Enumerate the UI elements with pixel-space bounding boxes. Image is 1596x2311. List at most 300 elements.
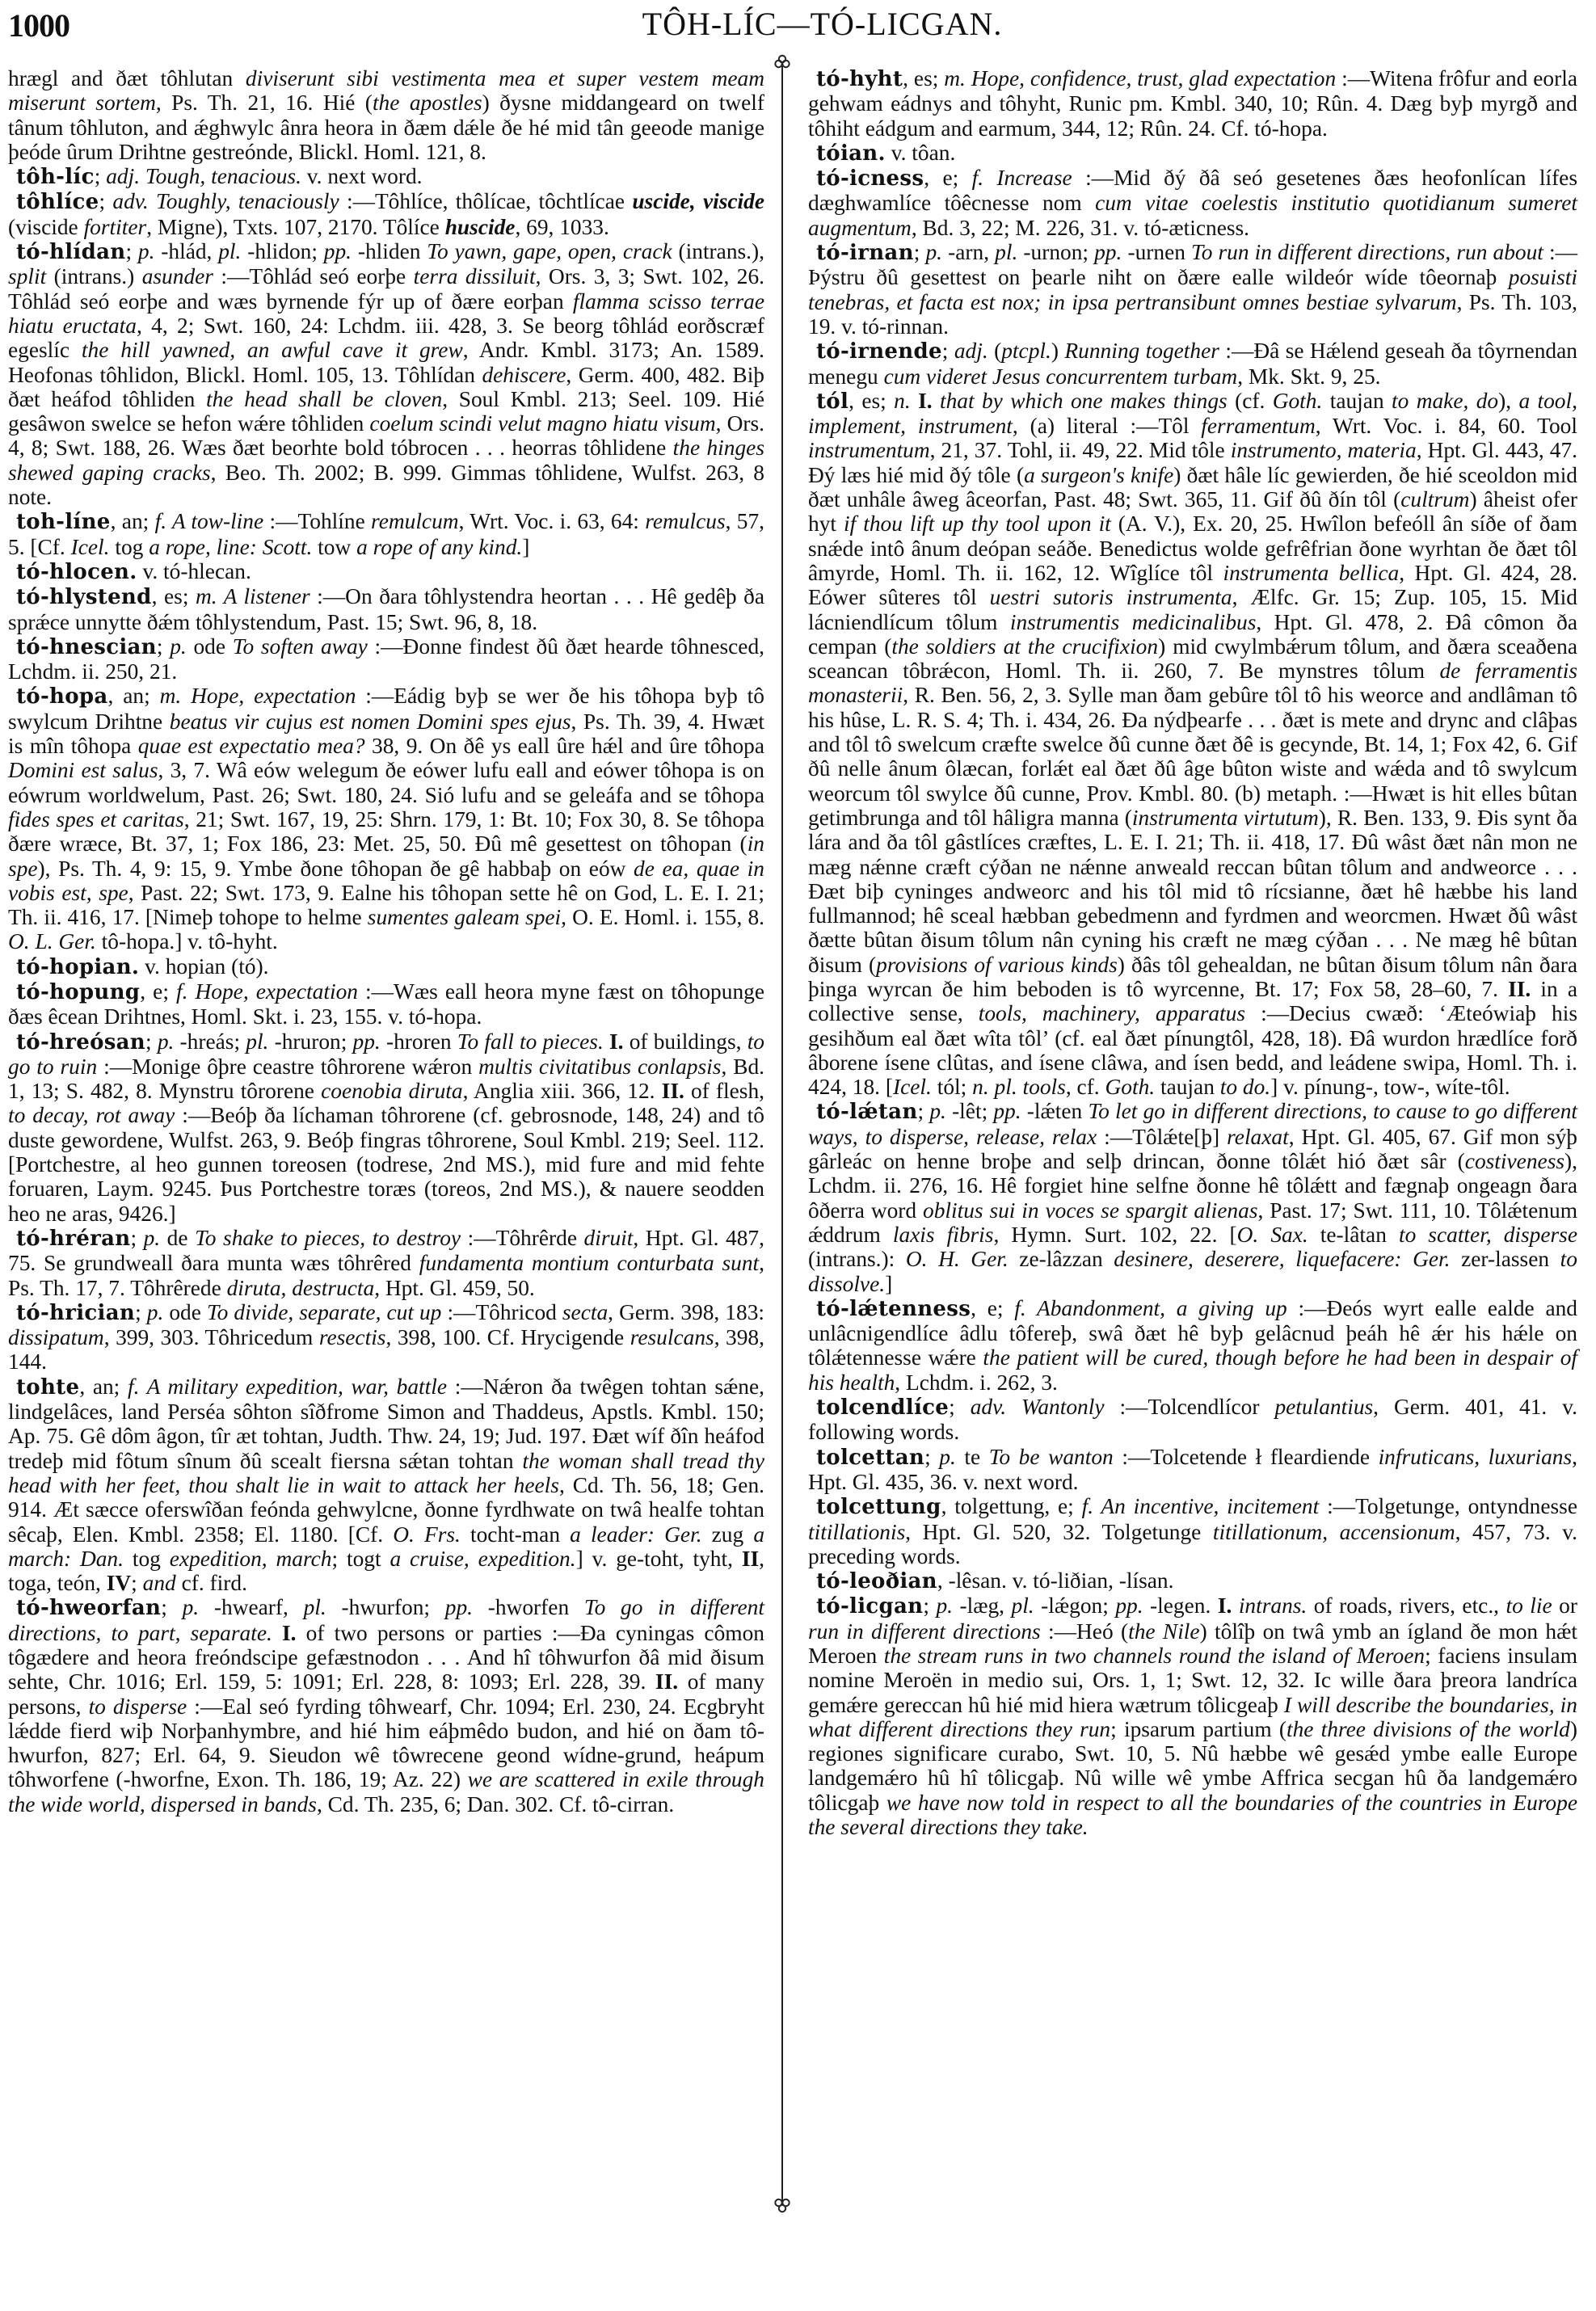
entry-text: -legen. [1143, 1593, 1218, 1619]
dictionary-entry [8, 684, 764, 953]
dictionary-entry [8, 239, 764, 509]
italic-gloss: f. An incentive, incitement [1081, 1494, 1320, 1519]
entry-text: :—Ðonne findest ðû ðæt hearde tôhnesced, Lchdm. ii. 250, 21. [8, 634, 765, 684]
italic-gloss: infruticans, luxurians [1378, 1444, 1573, 1469]
italic-gloss: instrumento, materia [1230, 438, 1417, 463]
entry-text: ), Ps. Th. 4, 9: 15, 9. Ymbe ðone tôhopan ðe gê habbaþ on eów [37, 856, 634, 881]
entry-text: , Ps. Th. 39, 4. Hwæt is mîn tôhopa [8, 709, 764, 759]
entry-text: , Andr. Kmbl. 3173; An. 1589. Heofonas tôhlidon, Blickl. Homl. 105, 13. Tôhlídan [8, 338, 764, 387]
italic-gloss: we are scattered in exile through the wide world, dispersed in bands [8, 1767, 764, 1816]
entry-text: , Germ. 401, 41. v. following words. [808, 1395, 1578, 1445]
italic-gloss: sumentes galeam spei [367, 905, 562, 930]
entry-text: , Ælfc. Gr. 15; Zup. 105, 15. Mid lácniendlícum tôlum [808, 585, 1577, 634]
italic-gloss: petulantius [1274, 1395, 1374, 1420]
italic-gloss: To divide, separate, cut up [206, 1299, 442, 1324]
entry-text [272, 1621, 282, 1645]
entry-text: , -lêsan. v. tó-liðian, -lísan. [937, 1568, 1174, 1593]
entry-text [1232, 1593, 1238, 1618]
entry-text: , (a) literal :—Tôl [1012, 414, 1202, 439]
entry-text: , 3, 7. Wâ eów welegum ðe eówer lufu eall and eówer tôhopa is on eówrum worldwelum, Past. 26; Swt. 180, 24. Sió lufu and se geleáfa and se tôhopa [8, 758, 764, 807]
entry-text: ] v. ge-toht, tyht, [575, 1546, 742, 1571]
italic-gloss: laxis fibris [892, 1222, 994, 1247]
italic-gloss: O. H. Ger. [905, 1247, 1009, 1272]
italic-gloss: fides spes et caritas [8, 806, 184, 831]
entry-text: taujan [1322, 388, 1392, 413]
italic-gloss: f. A tow-line [154, 509, 264, 534]
entry-text: ; [917, 1099, 930, 1124]
italic-gloss: coenobia diruta [321, 1079, 463, 1104]
entry-text: , O. E. Homl. i. 155, 8. [561, 905, 764, 930]
entry-text: of two persons or parties :—Ða cyningas cômon tôgædere and heora freóndscipe gefæstnodon . . . And hî tôhwurfon ðâ mid ðisum sehte, Chr. 1016; Erl. 159, 5: 1091; Erl. 228, 8: 1093; Erl. 228, 39. [8, 1620, 764, 1694]
entry-text: , Hpt. Gl. 424, 28. Eówer sûteres tôl [808, 560, 1577, 610]
sense-numeral: II. [661, 1079, 684, 1104]
italic-gloss: n. [894, 388, 911, 413]
italic-gloss: pp. [352, 1029, 381, 1054]
running-head: TÔH-LÍC—TÓ-LICGAN. [642, 6, 1003, 42]
italic-gloss: m. A listener [195, 584, 310, 609]
headword: tó-irnende [816, 339, 942, 364]
entry-text: ; [924, 1444, 940, 1469]
entry-text: :—Mid ðý ðâ seó gesetenes ðæs heofonlícan lífes dæghwamlíce tôêcnesse nom [808, 166, 1578, 216]
italic-gloss: pp. [1094, 240, 1122, 265]
headword: tó-hopa [16, 684, 108, 709]
entry-text: -urnen [1122, 240, 1192, 265]
italic-gloss: diviserunt sibi vestimenta mea et super vestem meam miserunt sortem [8, 66, 764, 116]
italic-gloss: posuisti tenebras, et facta est nox; in ipsa pertransibunt omnes bestiae sylvarum [808, 265, 1577, 314]
italic-gloss: the hinges shewed gaping cracks [8, 436, 764, 485]
entry-text: , 69, 1033. [515, 214, 609, 239]
italic-gloss: dissipatum [8, 1325, 104, 1350]
entry-text: ) tôlîþ on twâ ymb an ígland ðe mon hǽt Meroen [808, 1619, 1578, 1668]
italic-gloss: Icel. [70, 534, 110, 559]
entry-text: -hliden [352, 239, 427, 264]
entry-text: , Ors. 4, 8; Swt. 188, 26. Wæs ðæt beorhte bold tóbrocen . . . heorras tôhlidene [8, 411, 764, 461]
entry-text: (viscide [8, 214, 84, 239]
entry-text: , Wrt. Voc. i. 84, 60. Tool [1315, 414, 1577, 439]
entry-text: ; [131, 1571, 143, 1596]
italic-gloss: that by which one makes things [939, 388, 1228, 413]
italic-gloss: desinere, deserere, liquefacere: Ger. [1114, 1247, 1451, 1272]
italic-gloss: and [142, 1571, 176, 1596]
entry-text: -hroren [380, 1029, 457, 1054]
entry-text: , Hpt. Gl. 435, 36. v. next word. [808, 1444, 1578, 1494]
entry-text: ) regiones significare curabo, Swt. 10, 5. Nû hæbbe wê gesǽd ymbe ealle Europe landgemǽro hû hî tôlicgaþ. Nû wille wê ymbe Affrica secgan hû ða landgemǽro tôlicgaþ [808, 1716, 1577, 1815]
entry-text: 38, 9. On ðê ys eall ûre hǽl and ûre tôhopa [364, 734, 764, 759]
right-column [808, 66, 1577, 1839]
entry-text: hrægl and ðæt tôhlutan [8, 66, 246, 91]
italic-gloss: relaxat [1227, 1124, 1289, 1149]
entry-text: , 457, 73. v. preceding words. [808, 1519, 1577, 1568]
italic-gloss: p. [137, 239, 155, 264]
italic-gloss: remulcum [371, 509, 459, 534]
italic-gloss: if thou lift up thy tool upon it [844, 511, 1111, 537]
entry-text: (cf. [1227, 388, 1273, 413]
italic-gloss: O. L. Ger. [8, 929, 96, 954]
entry-text: in a collective sense, [808, 976, 1577, 1026]
italic-gloss: p. [939, 1444, 956, 1469]
headword: tó-hopian. [16, 954, 140, 979]
entry-text: of buildings, [623, 1029, 747, 1054]
italic-gloss: to decay, rot away [8, 1103, 175, 1128]
entry-text: , Hpt. Gl. 405, 67. Gif mon sýþ gârleác on henne broþe and selþ drincan, ðonne tôlǽt hió ðæt sâr ( [808, 1124, 1577, 1174]
italic-gloss: oblitus sui in voces se spargit alienas [923, 1198, 1258, 1223]
italic-gloss: m. Hope, expectation [159, 684, 356, 709]
italic-gloss: costiveness [1464, 1149, 1565, 1174]
entry-text: ; faciens insulam nomine Meroën in medio sui, Ors. 1, 1; Swt. 12, 32. Ic wille ðara þreora landríca gemǽre gereccan hû hié mid hiera wætrum tôlicgeaþ [808, 1644, 1577, 1717]
italic-gloss: Goth. [1105, 1075, 1156, 1100]
italic-gloss: the woman shall tread thy head with her feet, thou shalt lie in wait to attack her heels [8, 1448, 764, 1497]
entry-text: , Migne), Txts. 107, 2170. Tôlíce [146, 214, 445, 239]
entry-text: v. tôan. [885, 140, 956, 165]
entry-text: ), R. Ben. 133, 9. Ðis synt ða lára and ða tôl gâstlíces cræftes, L. E. I. 21; Th. ii. 418, 17. Ðû wâst ðæt nân mon ne mæg nǽnne cræft cýðan ne nǽnne anweald reccan bûtan tôlum and andweorce . . . Ðæt biþ cyninges andweorc and his tôl mid tô rícsianne, ðæt hê hæbbe his land fullmannod; hê sceal hæbban gebedmenn and fyrdmen and weorcmen. Hwæt ðû wâst ðætte bûtan ðisum tôlum nân cyning his cræft ne mæg cýðan . . . Ne mæg hê bûtan ðisum ( [808, 805, 1577, 977]
sense-numeral: II. [1508, 976, 1531, 1001]
entry-text: , 398, 144. [8, 1325, 764, 1374]
italic-gloss: remulcus [645, 509, 726, 534]
entry-text: ; [949, 1395, 971, 1420]
headword: tó-licgan [816, 1594, 924, 1619]
italic-gloss: multis civitatibus conlapsis [478, 1054, 722, 1079]
entry-text: -lǽgon; [1034, 1593, 1116, 1619]
italic-gloss: flamma scisso terrae hiatu eructata [8, 288, 765, 338]
italic-gloss: p. [182, 1595, 200, 1620]
italic-gloss: pp. [993, 1099, 1021, 1124]
italic-gloss: the three divisions of the world [1286, 1716, 1570, 1741]
entry-text: ), [1498, 388, 1519, 413]
headword: tó-leoðian [816, 1569, 937, 1594]
entry-text: tog [123, 1546, 170, 1571]
dictionary-entry [8, 164, 764, 189]
headword: tó-lǽtenness [816, 1296, 971, 1321]
dictionary-entry [8, 1595, 764, 1816]
italic-gloss: instrumenta bellica [1223, 560, 1400, 585]
italic-gloss: ptcpl. [1001, 339, 1051, 364]
italic-gloss: provisions of various kinds [876, 952, 1118, 977]
entry-text: :—Tolcendlícor [1104, 1395, 1275, 1420]
entry-text: , toga, teón, [8, 1546, 764, 1596]
entry-text: taujan [1155, 1075, 1220, 1100]
entry-text: -arn, [942, 240, 996, 265]
italic-gloss: adj. Tough, tenacious. [106, 164, 301, 189]
bold-italic-lemma: huscide [444, 214, 516, 239]
italic-gloss: the soldiers at the crucifixion [891, 634, 1159, 659]
italic-gloss: p. [146, 1299, 164, 1324]
entry-text: , 21; Swt. 167, 19, 25: Shrn. 179, 1: Bt. 10; Fox 30, 8. Se tôhopa ðære wræce, Bt. 37, 1; Fox 186, 23: Met. 25, 50. Ðû mê gesettest on tôhopan ( [8, 806, 764, 857]
entry-text: ( [987, 339, 1002, 364]
entry-text: ] v. pínung-, tow-, wíte-tôl. [1270, 1075, 1510, 1100]
entry-text: te [955, 1444, 989, 1469]
italic-gloss: the Nile [1128, 1619, 1200, 1644]
italic-gloss: the stream runs in two channels round the island of Meroen [883, 1644, 1425, 1668]
italic-gloss: the patient will be cured, though before he had been in despair of his health [808, 1345, 1578, 1395]
italic-gloss: resectis [318, 1325, 386, 1350]
entry-text: ), Lchdm. ii. 276, 16. Hê forgiet hine selfne ðonne hê tôlǽtt and fægnaþ ongeagn ðara ôðerra word [808, 1149, 1577, 1223]
entry-text: ; [923, 1593, 937, 1619]
page-number: 1000 [8, 7, 69, 44]
entry-text: tocht-man [460, 1522, 571, 1547]
italic-gloss: to scatter, disperse [1398, 1222, 1577, 1247]
italic-gloss: cum videret Jesus concurrentem turbam [883, 364, 1238, 389]
dictionary-entry [808, 339, 1577, 389]
italic-gloss: To go in different directions, to part, separate. [8, 1595, 764, 1645]
entry-text: ) [1051, 339, 1065, 364]
italic-gloss: a tool, implement, instrument [808, 388, 1577, 439]
headword: tolcendlíce [816, 1395, 950, 1421]
sense-numeral: I. [281, 1620, 297, 1645]
headword: toh-líne [16, 510, 111, 535]
entry-text: :—Nǽron ða twêgen tohtan sǽne, lindgelâces, land Perséa sôhton sîðfrome Simon and Thaddeus, Apstls. Kmbl. 150; Ap. 75. Gê dôm âgon, tîr æt tohtan, Judth. Thw. 24, 19; Jud. 197. Ðæt wíf ðîn heáfod tredeþ mid fôtum sînum ðû scealt fiersna sǽtan tohtan [8, 1374, 765, 1473]
entry-text: , Bd. 3, 22; M. 226, 31. v. tó-æticness. [911, 215, 1250, 240]
italic-gloss: cum vitae coelestis institutio quotidianum sumeret augmentum [808, 191, 1577, 240]
headword: tohte [16, 1374, 80, 1400]
entry-text: :—Þýstru ðû gesettest on þearle niht on ðære ealle wildeór wíde tôeornaþ [808, 240, 1577, 290]
entry-text: , R. Ben. 56, 2, 3. Sylle man ðam gebûre tôl tô his weorce and andlâman tô his hûse, L. R. S. 4; Th. i. 434, 26. Ða nýdþearfe . . . ðæt is mete and drync and clâþas and tôl tô swelcum cræfte swelce ðû cunne ðæt ðê is gecynde, Bt. 14, 1; Fox 42, 6. Gif ðû nelle ânum ôlæcan, forlǽt eal ðæt ðû âge bûton wiste and wǽda and tô swylcum weorcum tôl swylce ðû cunne, Prov. Kmbl. 80. (b) metaph. :—Hwæt is hit elles bûtan getimbrunga and tôl hâligra manna ( [808, 683, 1577, 830]
entry-text: -hwurfon; [326, 1595, 445, 1620]
headword: tôhlíce [16, 190, 99, 215]
italic-gloss: diruta, destructa [226, 1275, 375, 1300]
italic-gloss: cultrum [1400, 487, 1470, 512]
italic-gloss: run in different directions [808, 1619, 1041, 1644]
entry-text: , Cd. Th. 56, 18; Gen. 914. Æt sæcce oferswîðan feónda gehwylcne, ðonne fyrdhwate on twâ healfe tohtan sêcaþ, Elen. Kmbl. 2358; El. 1180. [Cf. [8, 1472, 764, 1547]
italic-gloss: To be wanton [988, 1444, 1114, 1469]
headword: tóian. [816, 141, 886, 166]
entry-text: , Lchdm. i. 262, 3. [895, 1370, 1058, 1395]
entry-text: ; [94, 164, 107, 189]
italic-gloss: pl. [995, 240, 1018, 265]
italic-gloss: instrumentis medicinalibus [1009, 609, 1257, 634]
italic-gloss: titillationis [808, 1519, 906, 1544]
italic-gloss: ferramentum [1201, 414, 1316, 439]
italic-gloss: Running together [1064, 339, 1219, 364]
italic-gloss: adv. Toughly, tenaciously [112, 189, 339, 214]
entry-text: ) ðysne middangeard on twelf tânum tôhluton, and ǽghwylc ânra heora in ðæm dǽle ðe hé mid tân geeode manige þeóde ûrum Drihtne gestreónde, Blickl. Homl. 121, 8. [8, 91, 764, 164]
italic-gloss: pp. [444, 1595, 474, 1620]
sense-numeral: II. [655, 1669, 679, 1694]
entry-text: ode [186, 634, 233, 659]
dictionary-entry [8, 1300, 764, 1374]
entry-text: ) âheist ofer hyt [808, 487, 1577, 537]
entry-text: v. tó-hlecan. [137, 558, 251, 583]
dictionary-entry [8, 979, 764, 1029]
entry-text: , 57, 5. [Cf. [8, 509, 765, 559]
entry-text: ) ðâs tôl gehealdan, ne bûtan ðisum tôlum nân ðara þinga wyrcan ðe him beboden is tô wyrcenne, Bt. 17; Fox 58, 28–60, 7. [808, 952, 1578, 1001]
entry-text: , Ps. Th. 17, 7. Tôhrêrede [8, 1251, 765, 1300]
entry-text: :—Tolcetende ł fleardiende [1113, 1444, 1379, 1469]
dictionary-entry [8, 559, 764, 584]
headword: tó-hweorfan [16, 1596, 162, 1621]
entry-text: :—Ðeós wyrt ealle ealde and unlâcnigendlíce âdlu tôfereþ, swâ ðæt hê byþ gelâcnud þeáh hê ǽr his hǽle on tôlǽtennesse wǽre [808, 1295, 1577, 1370]
entry-text: , es; [151, 584, 196, 609]
italic-gloss: pl. [246, 1029, 269, 1054]
entry-text: (intrans.), [672, 239, 765, 264]
entry-text: , e; [924, 166, 972, 191]
entry-text: , Past. 22; Swt. 173, 9. Ealne his tôhopan sette hê on God, L. E. I. 21; Th. ii. 416, 17. [Nimeþ tohope to helme [8, 880, 764, 930]
entry-text: :—Decius cwæð: ‘Æteówiaþ his gesihðum eal ðæt wîta tôl’ (cf. eal ðæt pínungtôl, 428, 18). Ðâ wurdon hrædlíce forð âborene ísene clûtas, and ísene clâwa, and ísen bedd, and leádene swipa, Homl. Th. i. 424, 18. [ [808, 1001, 1577, 1100]
dictionary-entry [8, 1226, 764, 1300]
italic-gloss: O. Sax. [1236, 1222, 1308, 1247]
entry-text: v. next word. [301, 164, 423, 189]
entry-text: , 21, 37. Tohl, ii. 49, 22. Mid tôle [929, 438, 1231, 463]
entry-text: :—Monige ôþre ceastre tôhrorene wǽron [97, 1054, 479, 1079]
entry-text: ; ipsarum partium ( [1110, 1716, 1286, 1741]
entry-text: :—Tôlǽte[þ] [1097, 1124, 1228, 1149]
entry-text: , Hpt. Gl. 443, 47. Ðý læs hié mid ðý tôle ( [808, 438, 1578, 487]
entry-text: -hworfen [473, 1595, 584, 1620]
entry-text: ] [522, 534, 530, 559]
italic-gloss: instrumentum [808, 438, 930, 463]
italic-gloss: terra dissiluit [413, 264, 536, 289]
italic-gloss: m. Hope, confidence, trust, glad expectation [944, 66, 1337, 91]
entry-text: , an; [79, 1374, 128, 1399]
entry-text: , Past. 17; Swt. 111, 10. Tôlǽtenum ǽddrum [808, 1198, 1578, 1247]
entry-text: , Ps. Th. 21, 16. Hié ( [155, 91, 373, 116]
entry-text: -hlidon; [241, 239, 324, 264]
entry-text: :—Tôhrêrde [461, 1225, 584, 1250]
italic-gloss: we have now told in respect to all the boundaries of the countries in Europe the several directions they take. [808, 1790, 1577, 1840]
dictionary-entry [808, 1395, 1577, 1445]
italic-gloss: pl. [218, 239, 242, 264]
headword: tôh-líc [16, 165, 95, 190]
italic-gloss: a rope, line: Scott. [149, 534, 313, 559]
italic-gloss: asunder [141, 264, 213, 289]
italic-gloss: Domini est salus [8, 758, 158, 783]
italic-gloss: a leader: Ger. [570, 1522, 702, 1547]
italic-gloss: To soften away [232, 634, 368, 659]
italic-gloss: n. pl. tools [972, 1075, 1066, 1100]
dictionary-entry [8, 584, 764, 634]
entry-text: , 399, 303. Tôhricedum [103, 1325, 319, 1350]
column-divider [781, 66, 783, 2199]
italic-gloss: adv. Wantonly [970, 1395, 1105, 1420]
headword: tó-hopung [16, 979, 141, 1004]
italic-gloss: f. Abandonment, a giving up [1014, 1295, 1287, 1320]
italic-gloss: p. [929, 1099, 946, 1124]
entry-text: -hreás; [174, 1029, 246, 1054]
headword: tó-lǽtan [816, 1100, 918, 1125]
italic-gloss: coelum scindi velut magno hiatu visum [369, 411, 716, 436]
entry-text: :—Eádig byþ se wer ðe his tôhopa byþ tô swylcum Drihtne [8, 684, 764, 734]
dictionary-entry [808, 1593, 1577, 1839]
headword: tó-hlystend [16, 585, 152, 610]
entry-text: , Hpt. Gl. 487, 75. Se grundweall ðara munta wæs tôhrêred [8, 1225, 764, 1276]
entry-text: , cf. [1065, 1075, 1105, 1100]
headword: tó-hlocen. [16, 559, 137, 584]
italic-gloss: p. [157, 1029, 175, 1054]
left-column [8, 66, 764, 1816]
dictionary-entry [8, 1374, 764, 1596]
dictionary-entry [808, 1494, 1577, 1568]
dictionary-entry [808, 1296, 1577, 1395]
entry-text: de [160, 1225, 196, 1250]
dictionary-entry [808, 1099, 1577, 1295]
entry-text: , tolgettung, e; [941, 1494, 1082, 1519]
entry-text: ; [156, 634, 171, 659]
italic-gloss: Goth. [1272, 388, 1323, 413]
entry-text: ; togt [331, 1546, 390, 1571]
entry-text: of many persons, [8, 1669, 764, 1719]
entry-text: (A. V.), Ex. 20, 25. Hwîlon befeóll ân síðe of ðam snǽde intô ânum deópan seáðe. Benedictus wolde gefrêfrian ðone wyrhtan ðe ðæt tôl âmyrde, Homl. Th. ii. 162, 12. Wîglíce tôl [808, 511, 1577, 585]
italic-gloss: the apostles [372, 91, 482, 116]
dictionary-entry [808, 166, 1577, 240]
entry-text: :—Tôhricod [441, 1299, 562, 1324]
italic-gloss: intrans. [1238, 1593, 1308, 1619]
entry-text: -hruron; [268, 1029, 353, 1054]
entry-text: ; [135, 1299, 147, 1324]
italic-gloss: resulcans [630, 1325, 714, 1350]
entry-text: :—Beóþ ða líchaman tôhrorene (cf. gebrosnode, 148, 24) and tô duste gewordene, Wulfst. 263, 9. Beóþ fingras tôhrorene, Soul Kmbl. 219; Seel. 112. [Portchestre, al heo gunnen toreosen (todrese, 2nd MS.), mid fure and mid fehte foruaren, Laym. 9245. Þus Portchestre toræs (toreos, 2nd MS.), & nauere seodden heo ne aras, 9426.] [8, 1103, 764, 1226]
italic-gloss: p. [936, 1593, 953, 1619]
italic-gloss: expedition, march [169, 1546, 332, 1571]
headword: tó-hréran [16, 1226, 131, 1251]
entry-text [933, 389, 940, 413]
entry-text: ode [163, 1299, 207, 1324]
italic-gloss: to make, do [1392, 388, 1499, 413]
entry-text: ; [161, 1595, 183, 1620]
italic-gloss: f. Increase [971, 166, 1072, 191]
entry-text: ) mid cwylmbǽrum tôlum, and ðæra sceaðena sceancan tôbrǽcon, Homl. Th. ii. 260, 7. Be mynstres tôlum [808, 634, 1577, 684]
entry-text: :—Tôhlíce, thôlícae, tôchtlícae [339, 189, 633, 214]
entry-text: , e; [140, 979, 176, 1004]
sense-numeral: I. [609, 1029, 624, 1054]
entry-text: , 4, 2; Swt. 160, 24: Lchdm. iii. 428, 3. Se beorg tôhlád eorðscræf egeslíc [8, 313, 764, 363]
entry-text: , Hpt. Gl. 478, 2. Ðâ cômon ða cempan ( [808, 609, 1577, 659]
entry-text: tog [109, 534, 149, 559]
entry-text: tow [312, 534, 357, 559]
entry-text: of flesh, [684, 1079, 765, 1104]
entry-text: :—Tolgetunge, ontyndnesse [1319, 1494, 1577, 1519]
entry-text: zug [701, 1522, 754, 1547]
entry-text: , Mk. Skt. 9, 25. [1237, 364, 1381, 389]
entry-text: :—Wæs eall heora myne fæst on tôhopunge ðæs êcean Drihtnes, Homl. Skt. i. 23, 155. v. tó-hopa. [8, 979, 764, 1029]
italic-gloss: to go to ruin [8, 1029, 764, 1079]
italic-gloss: O. Frs. [393, 1522, 461, 1547]
italic-gloss: the hill yawned, an awful cave it grew [81, 338, 463, 363]
dictionary-entry [808, 66, 1577, 141]
entry-text: :—Tohlíne [263, 509, 372, 534]
entry-text: ; [913, 240, 926, 265]
italic-gloss: de ea, quae in vobis est, spe [8, 856, 764, 905]
dictionary-entry [8, 509, 764, 559]
entry-text: :—Witena frôfur and eorla gehwam eádnys and tôhyht, Runic pm. Kmbl. 340, 10; Rûn. 4. Dæg byþ myrgð and tôhiht eádgum and earmum, 344, 12; Rûn. 24. Cf. tó-hopa. [808, 66, 1577, 141]
entry-text: -lǽten [1021, 1099, 1089, 1124]
entry-text: , Anglia xiii. 366, 12. [462, 1079, 662, 1104]
entry-text: :—Eal seó fyrding tôhwearf, Chr. 1094; Erl. 230, 24. Ecgbryht lǽdde fierd wiþ Norþanhymbre, and hié him eáþmêdo budon, and hié on ðam tôhwurfon, 827; Erl. 64, 9. Sieudon wê tôwrecene geond wídne-grund, heápum tôhworfene (-hworfne, Exon. Th. 186, 19; Az. 22) [8, 1694, 764, 1792]
italic-gloss: adj. [954, 339, 988, 364]
entry-text: -læg, [953, 1593, 1012, 1619]
italic-gloss: to disperse [88, 1694, 187, 1719]
headword: tó-hreósan [16, 1029, 146, 1054]
italic-gloss: a surgeon's knife [1024, 462, 1174, 487]
headword: tolcettung [816, 1495, 941, 1520]
dictionary-entry [8, 189, 764, 239]
entry-continuation [8, 66, 764, 164]
entry-text: of roads, rivers, etc., [1307, 1593, 1506, 1619]
entry-text: ; [130, 1225, 144, 1250]
entry-text: , Germ. 400, 482. Biþ ðæt heáfod tôhliden [8, 362, 764, 411]
italic-gloss: pl. [303, 1595, 326, 1620]
trefoil-ornament-bottom-icon [773, 2195, 792, 2214]
italic-gloss: de ferramentis monasterii [808, 659, 1577, 708]
headword: tó-irnan [816, 241, 914, 266]
dictionary-entry [808, 141, 1577, 166]
italic-gloss: fortiter [83, 214, 147, 239]
italic-gloss: To yawn, gape, open, crack [427, 239, 672, 264]
entry-text: , es; [903, 66, 945, 91]
sense-numeral: IV [106, 1571, 132, 1596]
entry-text: tô-hopa.] v. tô-hyht. [95, 929, 278, 954]
entry-text: ; [125, 239, 138, 264]
entry-text: , an; [107, 684, 160, 709]
italic-gloss: f. A military expedition, war, battle [127, 1374, 448, 1399]
